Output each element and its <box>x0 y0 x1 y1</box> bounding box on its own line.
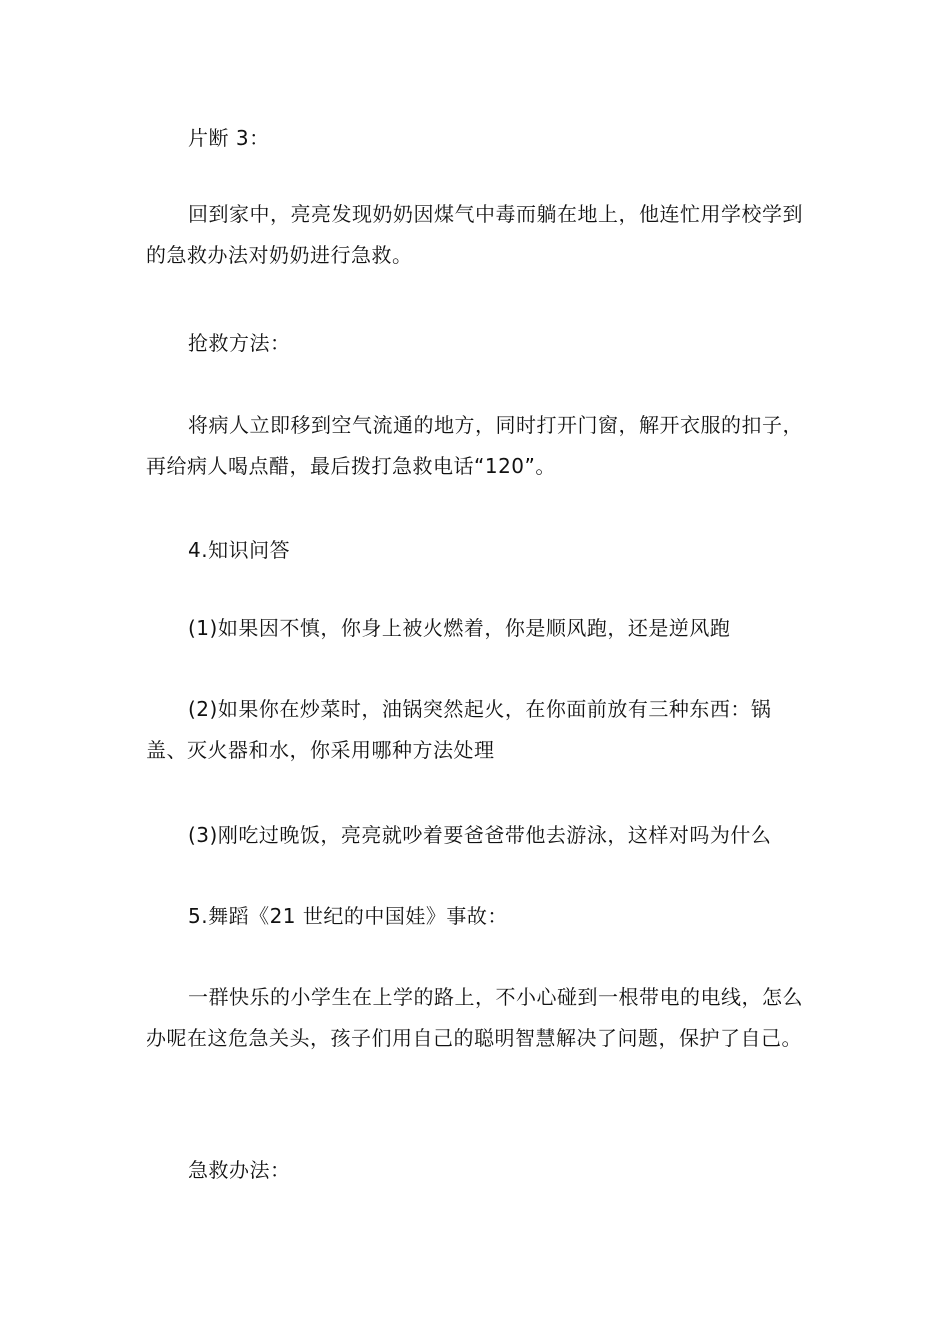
paragraph-fragment-heading: 片断 3： <box>188 126 270 150</box>
paragraph-question-2: (2)如果你在炒菜时，油锅突然起火，在你面前放有三种东西：锅盖、灭火器和水，你采用哪种方法处理 <box>146 697 772 762</box>
paragraph-first-aid-heading: 急救办法： <box>188 1158 291 1182</box>
paragraph-story: 回到家中，亮亮发现奶奶因煤气中毒而躺在地上，他连忙用学校学到的急救办法对奶奶进行急救。 <box>146 202 803 267</box>
paragraph-dance-story: 一群快乐的小学生在上学的路上，不小心碰到一根带电的电线，怎么办呢在这危急关头，孩子们用自己的聪明智慧解决了问题，保护了自己。 <box>146 985 803 1050</box>
paragraph-dance-heading: 5.舞蹈《21 世纪的中国娃》事故： <box>188 904 508 928</box>
paragraph-rescue-method-heading: 抢救方法： <box>188 331 291 355</box>
paragraph-quiz-heading: 4.知识问答 <box>188 538 291 562</box>
paragraph-question-3: (3)刚吃过晚饭，亮亮就吵着要爸爸带他去游泳，这样对吗为什么 <box>188 823 772 847</box>
paragraph-rescue-method: 将病人立即移到空气流通的地方，同时打开门窗，解开衣服的扣子，再给病人喝点醋，最后拨打急救电话“120”。 <box>146 413 803 478</box>
paragraph-question-1: (1)如果因不慎，你身上被火燃着，你是顺风跑，还是逆风跑 <box>188 616 731 640</box>
